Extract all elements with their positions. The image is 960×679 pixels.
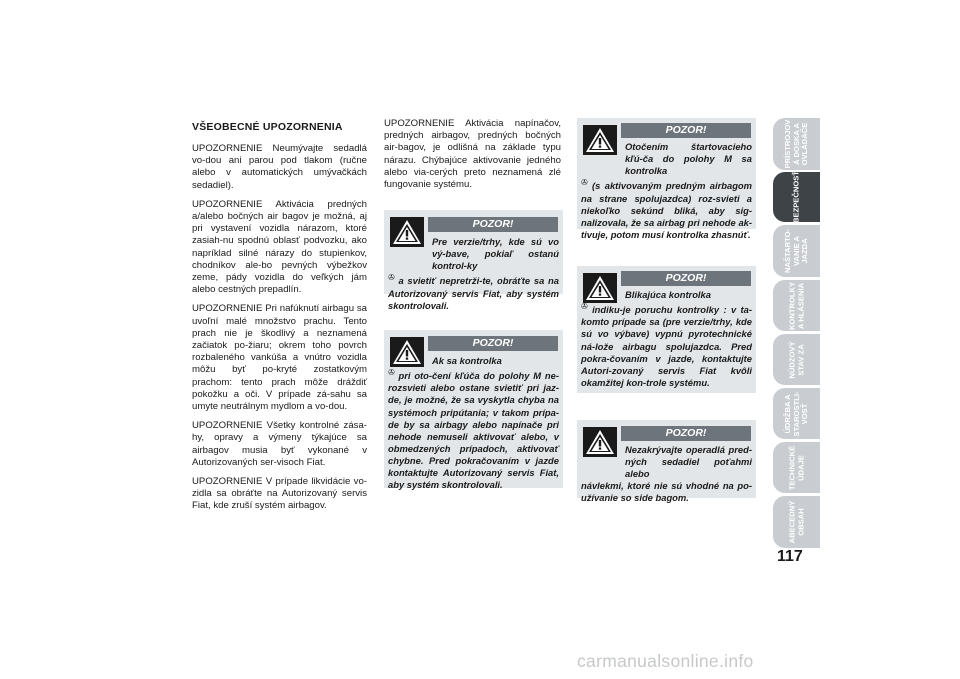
warning-text-first: Blikajúca kontrolka bbox=[625, 289, 711, 300]
paragraph bbox=[192, 476, 367, 513]
warning-box bbox=[577, 420, 756, 504]
middle-intro bbox=[384, 118, 561, 198]
page-number: 117 bbox=[777, 548, 803, 565]
tab-bezpecnost[interactable]: BEZPEČNOSŤ bbox=[773, 172, 820, 222]
warning-box bbox=[577, 118, 756, 240]
paragraph-label: UPOZORNENIE bbox=[384, 118, 455, 129]
watermark: carmanualsonline.info bbox=[577, 651, 754, 671]
tab-nastartovanie[interactable]: NAŠTARTO- VANIE A JAZDA bbox=[773, 225, 820, 277]
warning-text-first: Otočením štartovacieho kľú-ča do polohy M sa kontrolka bbox=[625, 141, 752, 177]
paragraph-label: UPOZORNENIE bbox=[192, 420, 263, 432]
paragraph-text: Pri nafúknutí airbagu sa uvoľní malé množstvo prachu. Tento prach nie je škodlivý a neznamená začiatok po-žiaru; okrem toho povrch rozbaleného vankúša a vnútro vozidla môžu byť po-kryté zostatkovým prachom: tento prach môže dráždiť pokožku a oči. V prípade zá-sahu sa umyte neutrálnym mydlom a vo-dou. bbox=[192, 303, 367, 413]
warning-text-first: Nezakrývajte operadlá pred-ných sedadiel poťahmi alebo bbox=[625, 444, 752, 480]
paragraph-text: Neumývajte sedadlá vo-dou ani parou pod tlakom (ručne alebo v automatických umývačkách sedadiel). bbox=[192, 143, 367, 191]
warning-box bbox=[577, 266, 756, 393]
paragraph-label: UPOZORNENIE bbox=[192, 143, 263, 154]
page-heading: VŠEOBECNÉ UPOZORNENIA bbox=[192, 121, 343, 133]
left-column bbox=[192, 143, 367, 520]
paragraph bbox=[192, 420, 367, 469]
paragraph bbox=[384, 118, 561, 191]
warning-text-first: Ak sa kontrolka bbox=[432, 355, 502, 366]
warning-text-rest: návlekmi, ktoré nie sú vhodné na po-užívanie so side bagom. bbox=[581, 480, 752, 504]
warning-title: POZOR! bbox=[621, 426, 751, 441]
tab-udrzba[interactable]: ÚDRŽBA A STAROSTLI- VOSŤ bbox=[773, 388, 820, 439]
warning-text bbox=[581, 141, 752, 241]
tab-kontrolky[interactable]: KONTROLKY A HLÁSENIA bbox=[773, 280, 820, 331]
paragraph-label: UPOZORNENIE bbox=[192, 303, 263, 315]
tab-abecedny-obsah[interactable]: ABECEDNÝ OBSAH bbox=[773, 496, 820, 548]
warning-title: POZOR! bbox=[428, 336, 558, 351]
warning-box bbox=[384, 330, 563, 491]
paragraph bbox=[192, 303, 367, 413]
paragraph-label: UPOZORNENIE bbox=[192, 198, 263, 210]
airbag-lamp-icon: ✇ bbox=[388, 273, 395, 283]
passenger-airbag-off-icon: ✇ bbox=[581, 178, 588, 188]
warning-title: POZOR! bbox=[621, 271, 751, 286]
airbag-lamp-icon: ✇ bbox=[581, 302, 588, 312]
paragraph-text: Všetky kontrolné zása-hy, opravy a výmeny týkajúce sa airbagov musia byť vykonané v Autorizovaných ser-visoch Fiat. bbox=[192, 420, 367, 468]
warning-text bbox=[388, 236, 559, 312]
warning-text-rest: pri oto-čení kľúča do polohy M ne-rozsvieti alebo ostane svietiť pri jaz-de, je možné, že sa vyskytla chyba na systémoch pripútania; v takom prípa-de by sa airbagy alebo napínače pri nehode nemuseli aktivovať alebo, v obmedzených prípadoch, aktivovať chybne. Pred pokračovaním v jazde kontaktujte Autorizovaný servis Fiat, aby systém skontrolovali. bbox=[388, 370, 559, 491]
warning-text bbox=[581, 289, 752, 389]
paragraph-text: Aktivácia napínačov, predných airbagov, predných bočných air-bagov, je odlišná na základe typu nárazu. Chýbajúce aktivovanie jedného alebo via-cerých preto neznamená zlé fungovanie systému. bbox=[384, 118, 561, 191]
paragraph-text: V prípade likvidácie vo-zidla sa obráťte na Autorizovaný servis Fiat, kde zruší systém airbagov. bbox=[192, 476, 367, 512]
warning-title: POZOR! bbox=[621, 123, 751, 138]
paragraph-label: UPOZORNENIE bbox=[192, 476, 263, 488]
warning-text-rest: a svietiť nepretrži-te, obráťte sa na Autorizovaný servis Fiat, aby systém skontrolovali. bbox=[388, 275, 559, 311]
airbag-lamp-icon: ✇ bbox=[388, 368, 395, 378]
tab-technicke-udaje[interactable]: TECHNICKÉ ÚDAJE bbox=[773, 442, 820, 493]
warning-text bbox=[388, 355, 559, 491]
warning-text-rest: indiku-je poruchu kontrolky : v ta-komto prípade sa (pre verzie/trhy, kde sú vo výbave) vypnú pyrotechnické ná-lože airbagu spolujazdca. Pred pokra-čovaním v jazde, kontaktujte Autori-zovaný servis Fiat kvôli okamžitej kon-trole systému. bbox=[581, 304, 752, 388]
warning-text-rest: (s aktivovaným predným airbagom na strane spolujazdca) roz-svieti a niekoľko sekúnd bliká, aby sig-nalizovala, že sa airbag pri nehode ak-tivuje, potom musí kontrolka zhasnúť. bbox=[581, 180, 752, 240]
warning-title: POZOR! bbox=[428, 217, 558, 232]
tab-nudzovy-stav[interactable]: NÚDZOVÝ STAV ZA bbox=[773, 334, 820, 385]
warning-box bbox=[384, 210, 563, 311]
tab-pristrojova-doska[interactable]: PRÍSTROJOV Á DOSKA A OVLÁDAČE bbox=[773, 118, 820, 170]
paragraph bbox=[192, 199, 367, 297]
warning-text bbox=[581, 444, 752, 504]
paragraph bbox=[192, 143, 367, 192]
warning-text-first: Pre verzie/trhy, kde sú vo vý-bave, pokiaľ ostanú kontrol-ky bbox=[432, 236, 559, 272]
paragraph-text: Aktivácia predných a/alebo bočných air bagov je možná, aj pri vystavení vozidla nárazom, ktoré zasiah-nu spodnú oblasť podvozku, ako napríklad silné nárazy do stupienkov, chodníkov ale-bo pevných výbežkov zeme, pády vozidla do veľkých jám alebo cestných prepadlín. bbox=[192, 198, 367, 296]
